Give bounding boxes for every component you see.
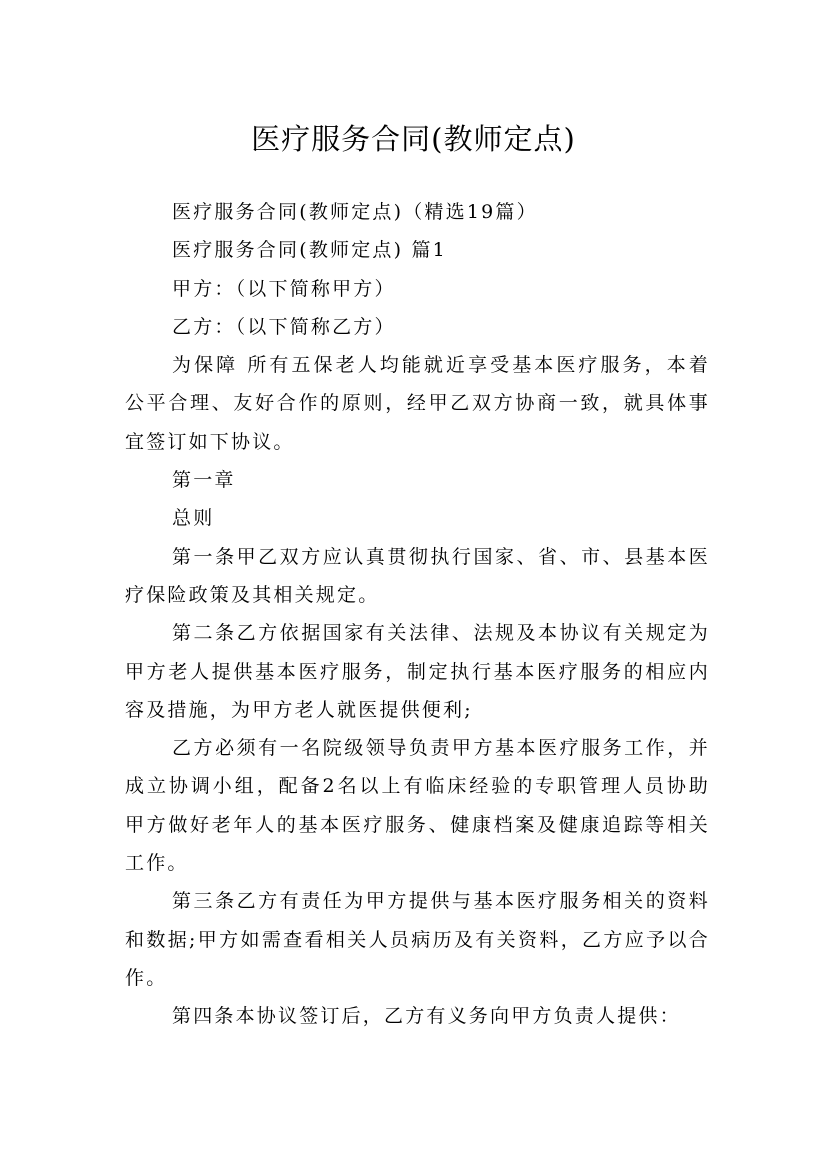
paragraph-general-provisions: 总则 (172, 507, 215, 530)
paragraph-article-4: 第四条本协议签订后，乙方有义务向甲方负责人提供： (172, 1005, 681, 1028)
paragraph-article-2-continued: 乙方必须有一名院级领导负责甲方基本医疗服务工作，并成立协调小组，配备2名以上有临床经验的专职管理人员协助甲方做好老年人的基本医疗服务、健康档案及健康追踪等相关工作。 (125, 737, 710, 875)
paragraph-party-a: 甲方：（以下简称甲方） (172, 277, 396, 300)
paragraph-article-1: 第一条甲乙双方应认真贯彻执行国家、省、市、县基本医疗保险政策及其相关规定。 (125, 545, 710, 606)
paragraph-heading-part-1: 医疗服务合同(教师定点) 篇1 (172, 239, 447, 262)
paragraph-article-2: 第二条乙方依据国家有关法律、法规及本协议有关规定为甲方老人提供基本医疗服务，制定执行基本医疗服务的相应内容及措施，为甲方老人就医提供便利; (125, 622, 710, 721)
paragraph-preamble: 为保障 所有五保老人均能就近享受基本医疗服务，本着公平合理、友好合作的原则，经甲乙双方协商一致，就具体事宜签订如下协议。 (125, 354, 710, 453)
paragraph-heading-collection: 医疗服务合同(教师定点)（精选19篇） (172, 201, 538, 223)
document-title: 医疗服务合同(教师定点) (251, 122, 576, 157)
paragraph-chapter-1: 第一章 (172, 469, 236, 492)
document-body (125, 193, 710, 1036)
paragraph-article-3: 第三条乙方有责任为甲方提供与基本医疗服务相关的资料和数据;甲方如需查看相关人员病历及有关资料，乙方应予以合作。 (125, 890, 710, 989)
paragraph-party-b: 乙方：（以下简称乙方） (172, 315, 396, 338)
